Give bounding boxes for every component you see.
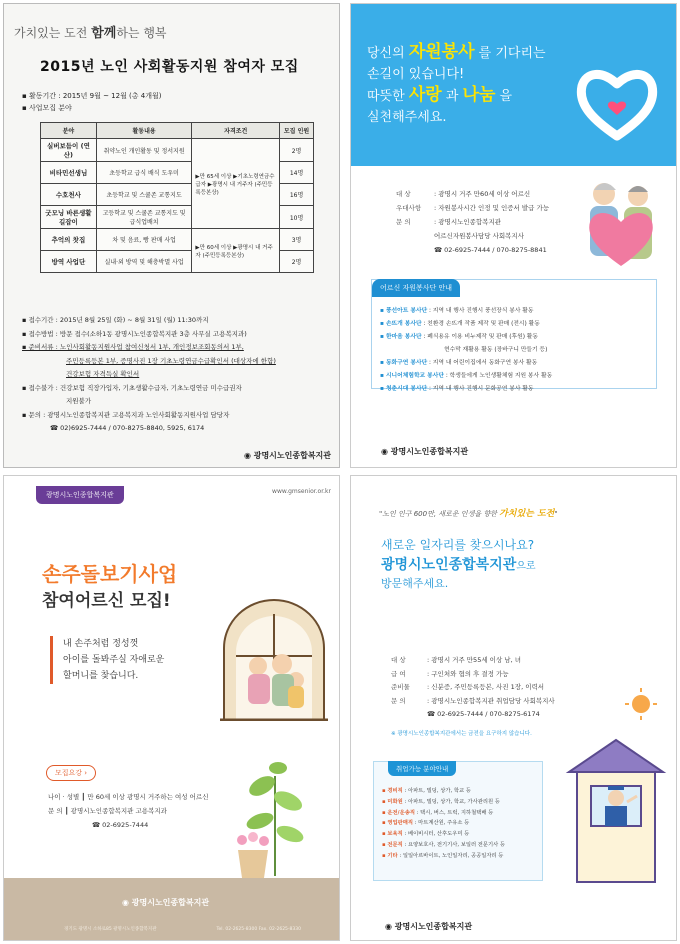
item-key: ▪ 전문직 — [382, 841, 403, 848]
list-item — [380, 331, 552, 344]
info-line: ▪ 준비서류 : 노인사회활동지원사업 참여신청서 1부, 개인정보조회동의서 1부, — [22, 343, 244, 351]
logo-text: 광명시노인종합복지관 — [253, 451, 331, 460]
hero-text — [367, 42, 546, 128]
meta-line: ▪ 활동기간 : 2015년 9월 ~ 12월 (총 4개월) — [22, 92, 162, 100]
detail-label: 급 여 — [391, 669, 406, 678]
slogan-part: 하는 행복 — [116, 26, 167, 40]
list-item — [382, 840, 505, 851]
volunteer-groups-list — [380, 305, 552, 396]
quote-line: 아이를 돌봐주실 자애로운 — [63, 655, 165, 665]
slogan-emphasis: 가치있는 도전 — [499, 509, 555, 519]
info-line: ☎ 02)6925-7444 / 070-8275-8840, 5925, 6174 — [50, 424, 205, 432]
row-cond: ▶만 60세 이상 ▶광명시 내 거주자 (주민등록등본상) — [192, 229, 280, 273]
slogan-emphasis: 함께 — [91, 26, 117, 41]
list-item — [382, 851, 505, 862]
item-value: : 일일아르바이트, 노인일자리, 공공일자리 등 — [399, 852, 504, 859]
hero-word: 을 — [499, 89, 513, 104]
item-key: ▪ 운전/운송직 — [382, 809, 415, 816]
row-desc: 초등학교 급식 배식 도우미 — [96, 162, 192, 184]
item-key: ▪ 영업판매직 — [382, 820, 414, 827]
center-logo: ◉ 광명시노인종합복지관 — [243, 451, 331, 460]
meta-line: ▪ 사업모집 분야 — [22, 104, 72, 112]
quote-line: 내 손주처럼 정성껏 — [63, 639, 139, 649]
col-header: 자격조건 — [192, 123, 280, 139]
item-key: ▪ 미화원 — [382, 798, 403, 805]
recruit-meta — [22, 90, 161, 114]
item-value: : 베이비시터, 산후도우미 등 — [404, 831, 470, 838]
list-item — [380, 305, 552, 318]
list-item — [382, 808, 505, 819]
hero-word: 자원봉사 — [408, 42, 475, 62]
center-logo: ◉ 광명시노인종합복지관 — [385, 922, 473, 931]
recruit-table — [40, 122, 314, 273]
item-key: ▪ 시니어체험학교 봉사단 — [380, 373, 444, 379]
headline-suffix: 으로 — [516, 561, 536, 572]
list-item — [380, 357, 552, 370]
employment-details — [391, 654, 555, 722]
logo-text: 광명시노인종합복지관 — [394, 922, 473, 931]
flyer-grandchild-care — [3, 475, 340, 941]
logo-text: 광명시노인종합복지관 — [390, 447, 469, 456]
info-line: ▪ 문의 : 광명시노인종합복지관 고용복지과 노인사회활동지원사업 담당자 — [22, 410, 230, 419]
chevron-right-icon: › — [84, 769, 88, 777]
slogan-part: " — [554, 510, 558, 518]
list-item — [382, 818, 505, 829]
detail-line: 나이 · 성별 ┃ 만 60세 이상 광명시 거주하는 여성 어르신 — [48, 793, 209, 801]
hero-line: 실천해주세요. — [367, 110, 447, 125]
quote-line: 할머니를 찾습니다. — [63, 671, 139, 681]
center-badge: 광명시노인종합복지관 — [36, 486, 124, 504]
list-item — [382, 786, 505, 797]
row-count: 2명 — [280, 251, 314, 273]
flyer-employment — [350, 475, 677, 941]
detail-label: 문 의 — [396, 218, 411, 226]
application-info — [22, 314, 332, 436]
slogan-part: "노인 인구 600만, 새로운 인생을 향한 — [379, 510, 497, 518]
slogan — [14, 22, 167, 41]
detail-value: : 신분증, 주민등록등본, 사진 1장, 이력서 — [427, 683, 545, 691]
item-value: : 폐식용유 이용 비누제작 및 판매 (후원) 활동 — [423, 334, 538, 340]
row-cond: ▶만 65세 이상 ▶기초노령연금수급자 ▶광명시 내 거주자 (주민등록등본상) — [192, 139, 280, 229]
info-line: ▪ 접수불가 : 건강보험 직장가입자, 기초생활수급자, 기초노령연금 미수급권자 — [22, 383, 242, 392]
col-header: 활동내용 — [96, 123, 192, 139]
flyer-title: 2015년 노인 사회활동지원 참여자 모집 — [40, 59, 299, 75]
item-value: : 아파트, 빌딩, 상가, 학교 등 — [404, 788, 471, 794]
flyer-subtitle: 참여어르신 모집! — [42, 591, 171, 611]
detail-value: ☎ 02-6925-7444 / 070-8275-8841 — [434, 246, 547, 254]
volunteer-details — [396, 187, 549, 257]
item-key: ▪ 보육직 — [382, 831, 403, 838]
list-item — [380, 383, 552, 396]
info-line: 주민등록등본 1부, 증명사진 1장 기초노령연금수급확인서 (대상자에 한함) — [66, 356, 276, 365]
list-item — [382, 829, 505, 840]
item-value: 현수막 재활용 활동 (장바구니 만들기 등) — [444, 347, 548, 353]
item-key: ▪ 동화구연 봉사단 — [380, 360, 428, 366]
seniors-heart-illustration — [576, 176, 666, 271]
item-value: : 마트계산원, 주유소 등 — [414, 820, 470, 827]
item-key: ▪ 청춘시대 봉사단 — [380, 386, 428, 392]
row-name: 수호천사 — [41, 184, 97, 206]
detail-value: ☎ 02-6925-7444 / 070-8275-6174 — [427, 710, 540, 718]
row-name: 실버보듬이 (연산) — [41, 139, 97, 162]
worker-house-illustration — [561, 686, 671, 886]
flyer-social-activity — [3, 3, 340, 468]
detail-value: : 광명시노인종합복지관 — [434, 218, 502, 226]
item-key: ▪ 경비직 — [382, 788, 403, 794]
table-row — [41, 139, 314, 162]
heart-hands-illustration — [572, 64, 662, 144]
row-count: 3명 — [280, 229, 314, 251]
detail-label: 대 상 — [396, 190, 411, 198]
job-fields-list — [382, 786, 505, 862]
row-desc: 초등학교 및 스쿨존 교통지도 — [96, 184, 192, 206]
item-value: : 지역 내 어린이집에서 동화구연 봉사 활동 — [429, 360, 538, 366]
item-key: ▪ 기타 — [382, 852, 398, 859]
info-line: ▪ 접수기간 : 2015년 8월 25일 (화) ~ 8월 31일 (월) 11:30까지 — [22, 316, 209, 324]
website-url: www.gmsenior.or.kr — [272, 488, 331, 495]
section-title: 취업가능 분야안내 — [388, 761, 456, 776]
hero-line: 손길이 있습니다! — [367, 67, 465, 82]
detail-value: : 광명시노인종합복지관 취업담당 사회복지사 — [427, 696, 555, 705]
item-value: : 친환경 손뜨개 작품 제작 및 판매 (전시) 활동 — [423, 321, 540, 327]
footer-phone: Tel. 02-2625-8300 Fax. 02-2625-8330 — [216, 927, 301, 932]
info-line: 지원불가 — [66, 397, 92, 405]
hero-word: 당신의 — [367, 46, 405, 61]
detail-value: 어르신자원봉사담당 사회복지사 — [434, 232, 524, 240]
pill-label: 모집요강 — [55, 769, 83, 777]
detail-label: 문 의 — [391, 696, 406, 705]
hero-word: 사랑 — [408, 85, 442, 105]
row-count: 10명 — [280, 206, 314, 229]
row-desc: 고등학교 및 스쿨존 교통지도 및 급식업배치 — [96, 206, 192, 229]
row-name: 굿모닝 바른생활길잡이 — [41, 206, 97, 229]
detail-line: 문 의 ┃ 광명시노인종합복지관 고용복지과 — [48, 807, 167, 815]
recruit-guide-pill — [46, 765, 96, 781]
section-title: 어르신 자원봉사단 안내 — [372, 279, 460, 297]
list-item — [382, 797, 505, 808]
item-value: : 지역 내 행사 진행시 풍선장식 봉사 활동 — [429, 308, 534, 314]
detail-label: 우대사항 — [396, 204, 422, 212]
row-count: 16명 — [280, 184, 314, 206]
detail-value: : 광명시 거주 만55세 이상 남, 녀 — [427, 656, 521, 664]
detail-label: 준비물 — [391, 683, 410, 691]
hero-banner — [351, 4, 677, 166]
detail-value: : 광명시 거주 만60세 이상 어르신 — [434, 190, 531, 198]
hero-word: 따뜻한 — [367, 89, 405, 104]
info-line: ▪ 접수방법 : 방문 접수(소하1동 광명시노인종합복지관 3층 사무실 고용복지과) — [22, 329, 247, 338]
flyer-title: 손주돌보기사업 — [42, 562, 178, 586]
hero-word: 과 — [445, 89, 459, 104]
footer-band — [4, 878, 340, 940]
window-family-illustration — [216, 596, 331, 721]
item-key: ▪ 풍선아트 봉사단 — [380, 308, 428, 314]
footer-address: 경기도 광명시 소하로85 광명시노인종합복지관 — [64, 927, 157, 932]
headline-cta: 방문해주세요. — [381, 577, 449, 590]
top-bar — [4, 476, 340, 510]
headline-center — [381, 554, 536, 574]
detail-value: : 자원봉사시간 인정 및 인증서 발급 가능 — [434, 204, 550, 212]
slogan-part: 가치있는 도전 — [14, 26, 88, 40]
row-desc: 차 및 음료, 빵 판매 사업 — [96, 229, 192, 251]
flower-pot-illustration — [232, 830, 274, 880]
list-item — [380, 318, 552, 331]
item-key: ▪ 손뜨개 봉사단 — [380, 321, 422, 327]
hero-word: 를 기다리는 — [478, 46, 546, 61]
item-value: : 택시, 버스, 트럭, 지하철택배 등 — [416, 809, 494, 816]
row-desc: 취약노인 개인활동 및 정서지원 — [96, 139, 192, 162]
col-header: 분야 — [41, 123, 97, 139]
center-logo: ◉ 광명시노인종합복지관 — [122, 898, 210, 907]
detail-label: 대 상 — [391, 656, 406, 664]
warning-note: ※ 광명시노인종합복지관에서는 금전을 요구하지 않습니다. — [391, 731, 532, 737]
row-name: 추억의 찻집 — [41, 229, 97, 251]
slogan — [379, 506, 558, 519]
row-desc: 실내·외 방역 및 해충박멸 사업 — [96, 251, 192, 273]
intro-quote — [50, 636, 164, 684]
info-line: 건강보험 자격득실 확인서 — [66, 370, 140, 378]
flyer-volunteer — [350, 3, 677, 468]
hero-word: 나눔 — [462, 85, 496, 105]
table-row — [41, 229, 314, 251]
grandchild-care-details — [48, 790, 209, 832]
headline-question: 새로운 일자리를 찾으시나요? — [381, 538, 535, 552]
list-item — [380, 370, 552, 383]
detail-value: : 구인처와 협의 후 결정 가능 — [427, 669, 509, 678]
row-name: 비타민선생님 — [41, 162, 97, 184]
col-header: 모집 인원 — [280, 123, 314, 139]
item-value: : 아파트, 빌딩, 상가, 학교, 가사관리원 등 — [404, 798, 500, 805]
list-item — [380, 344, 552, 357]
center-name: 광명시노인종합복지관 — [381, 557, 517, 573]
volunteer-groups-box — [371, 279, 657, 392]
center-logo: ◉ 광명시노인종합복지관 — [381, 447, 469, 456]
item-key: ▪ 한마음 봉사단 — [380, 334, 422, 340]
logo-text: 광명시노인종합복지관 — [131, 898, 210, 907]
row-name: 방역 사업단 — [41, 251, 97, 273]
item-value: : 지역 내 행사 진행시 문화공연 봉사 활동 — [429, 386, 534, 392]
item-value: : 학생들에게 노인생활체험 지원 봉사 활동 — [445, 373, 553, 379]
job-fields-box — [373, 761, 543, 881]
item-value: : 요양보호사, 전기기사, 보일러 전문기사 등 — [404, 841, 506, 848]
row-count: 14명 — [280, 162, 314, 184]
detail-line: ☎ 02-6925-7444 — [92, 821, 149, 829]
row-count: 2명 — [280, 139, 314, 162]
